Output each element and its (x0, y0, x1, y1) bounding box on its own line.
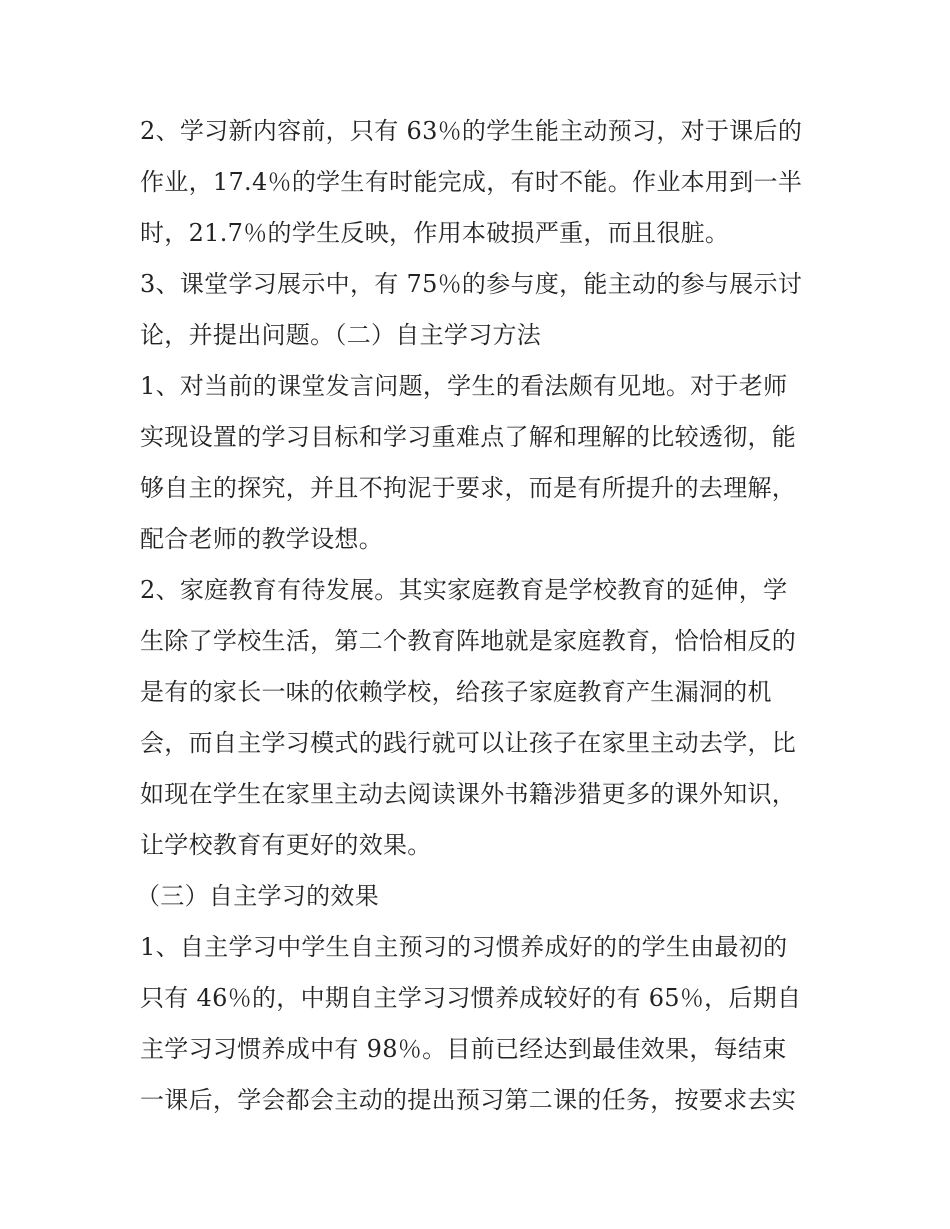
text-line: 配合老师的教学设想。 (140, 525, 383, 553)
text-line: 一课后，学会都会主动的提出预习第二课的任务，按要求去实 (140, 1086, 797, 1114)
text-line: 时，21.7％的学生反映，作用本破损严重，而且很脏。 (140, 219, 730, 247)
text-line: 作业，17.4％的学生有时能完成，有时不能。作业本用到一半 (140, 168, 803, 196)
text-line: 论，并提出问题。（二）自主学习方法 (140, 321, 542, 349)
text-line: 够自主的探究，并且不拘泥于要求，而是有所提升的去理解， (140, 474, 797, 502)
text-line: 实现设置的学习目标和学习重难点了解和理解的比较透彻，能 (140, 423, 797, 451)
document-body (136, 106, 830, 1126)
text-line: 3、课堂学习展示中，有 75％的参与度，能主动的参与展示讨 (140, 270, 803, 298)
text-line: 如现在学生在家里主动去阅读课外书籍涉猎更多的课外知识， (140, 780, 797, 808)
text-line: 只有 46％的，中期自主学习习惯养成较好的有 65％，后期自 (140, 984, 802, 1012)
text-line: 是有的家长一味的依赖学校，给孩子家庭教育产生漏洞的机 (140, 678, 772, 706)
text-line: 主学习习惯养成中有 98％。目前已经达到最佳效果，每结束 (140, 1035, 787, 1063)
text-line: 2、学习新内容前，只有 63％的学生能主动预习，对于课后的 (140, 117, 803, 145)
text-line: 生除了学校生活，第二个教育阵地就是家庭教育，恰恰相反的 (140, 627, 797, 655)
section-heading: （三）自主学习的效果 (136, 882, 379, 910)
text-line: 让学校教育有更好的效果。 (140, 831, 432, 859)
text-line: 1、自主学习中学生自主预习的习惯养成好的的学生由最初的 (140, 933, 788, 961)
text-line: 2、家庭教育有待发展。其实家庭教育是学校教育的延伸，学 (140, 576, 788, 604)
text-line: 1、对当前的课堂发言问题，学生的看法颇有见地。对于老师 (140, 372, 788, 400)
text-line: 会，而自主学习模式的践行就可以让孩子在家里主动去学，比 (140, 729, 797, 757)
